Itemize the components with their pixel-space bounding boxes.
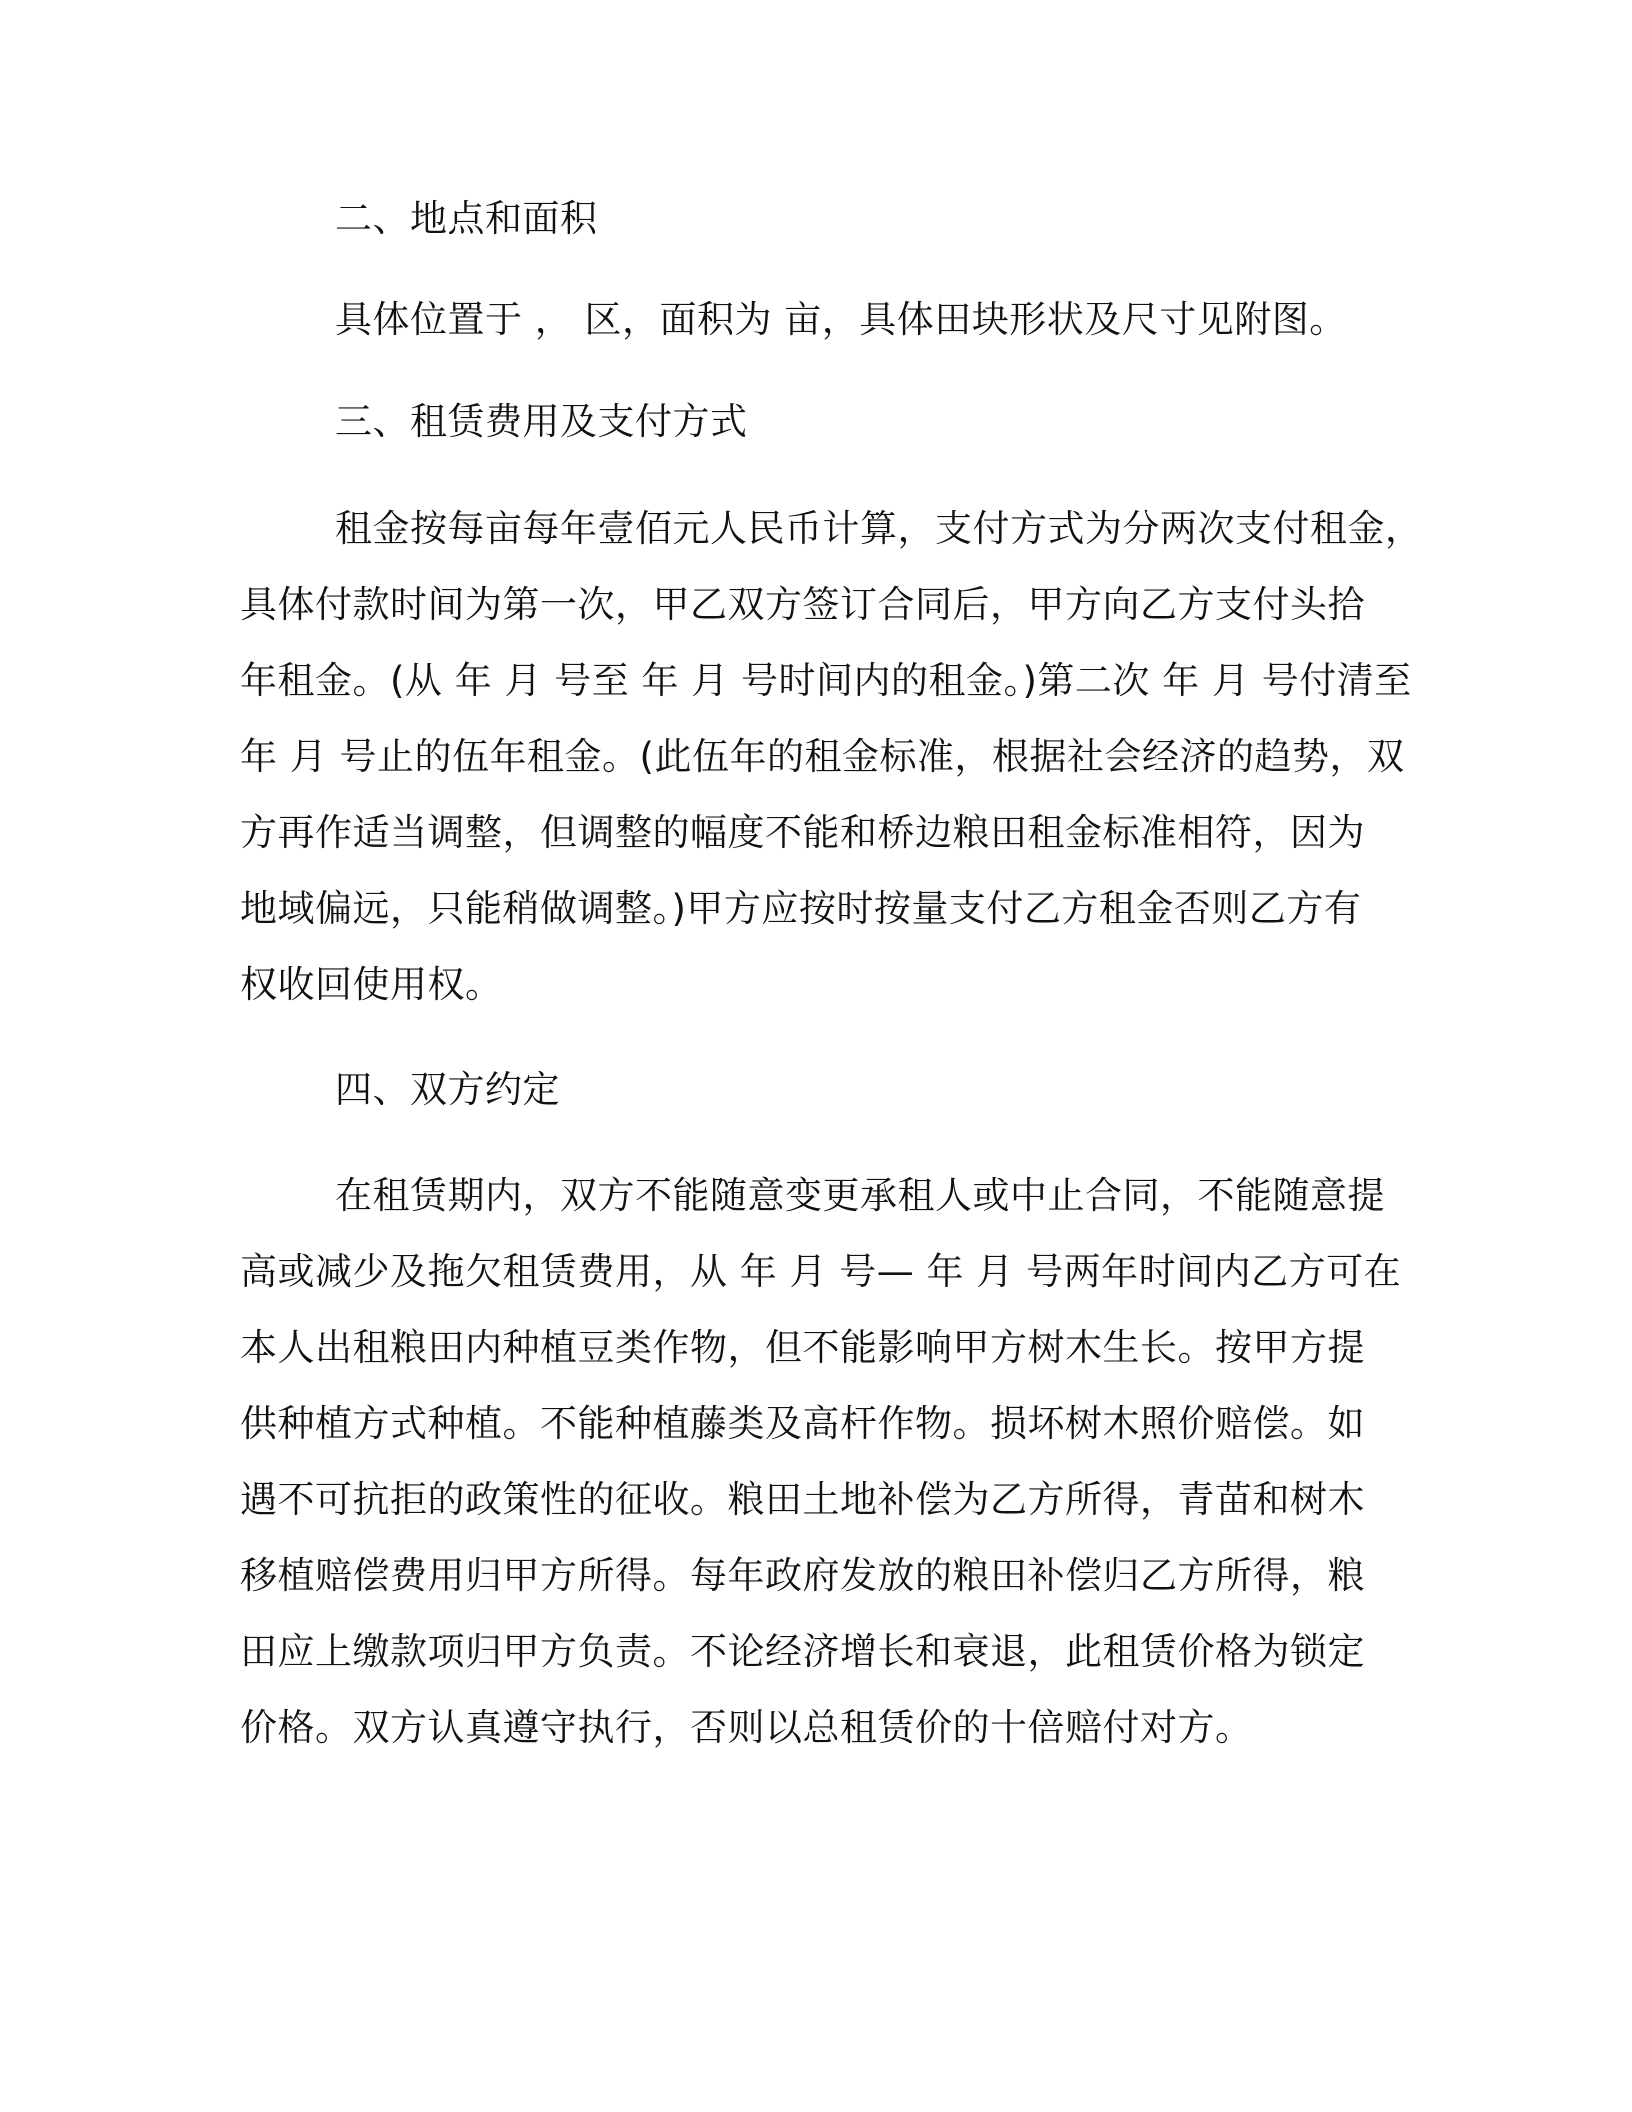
paragraph-line: 在租赁期内，双方不能随意变更承租人或中止合同，不能随意提 bbox=[335, 1174, 1385, 1217]
paragraph-line: 供种植方式种植。不能种植藤类及高杆作物。损坏树木照价赔偿。如 bbox=[240, 1402, 1365, 1445]
section-heading: 二、地点和面积 bbox=[335, 197, 598, 240]
paragraph-line: 地域偏远，只能稍做调整。)甲方应按时按量支付乙方租金否则乙方有 bbox=[240, 887, 1362, 930]
paragraph-line: 田应上缴款项归甲方负责。不论经济增长和衰退，此租赁价格为锁定 bbox=[240, 1630, 1365, 1673]
paragraph-line: 本人出租粮田内种植豆类作物，但不能影响甲方树木生长。按甲方提 bbox=[240, 1326, 1365, 1369]
paragraph-line: 租金按每亩每年壹佰元人民币计算，支付方式为分两次支付租金， bbox=[335, 507, 1423, 550]
paragraph-line: 具体付款时间为第一次，甲乙双方签订合同后，甲方向乙方支付头拾 bbox=[240, 583, 1365, 626]
section-heading: 四、双方约定 bbox=[335, 1068, 560, 1111]
paragraph-line: 价格。双方认真遵守执行，否则以总租赁价的十倍赔付对方。 bbox=[240, 1706, 1253, 1749]
paragraph-line: 高或减少及拖欠租赁费用，从 年 月 号— 年 月 号两年时间内乙方可在 bbox=[240, 1250, 1402, 1293]
paragraph-line: 年 月 号止的伍年租金。(此伍年的租金标准，根据社会经济的趋势，双 bbox=[240, 735, 1405, 778]
paragraph-line: 具体位置于 ， 区，面积为 亩，具体田块形状及尺寸见附图。 bbox=[335, 298, 1347, 341]
paragraph-line: 方再作适当调整，但调整的幅度不能和桥边粮田租金标准相符，因为 bbox=[240, 811, 1365, 854]
paragraph-line: 移植赔偿费用归甲方所得。每年政府发放的粮田补偿归乙方所得，粮 bbox=[240, 1554, 1365, 1597]
section-heading: 三、租赁费用及支付方式 bbox=[335, 400, 748, 443]
paragraph-line: 年租金。(从 年 月 号至 年 月 号时间内的租金。)第二次 年 月 号付清至 bbox=[240, 659, 1412, 702]
paragraph-line: 权收回使用权。 bbox=[240, 963, 503, 1006]
paragraph-line: 遇不可抗拒的政策性的征收。粮田土地补偿为乙方所得，青苗和树木 bbox=[240, 1478, 1365, 1521]
